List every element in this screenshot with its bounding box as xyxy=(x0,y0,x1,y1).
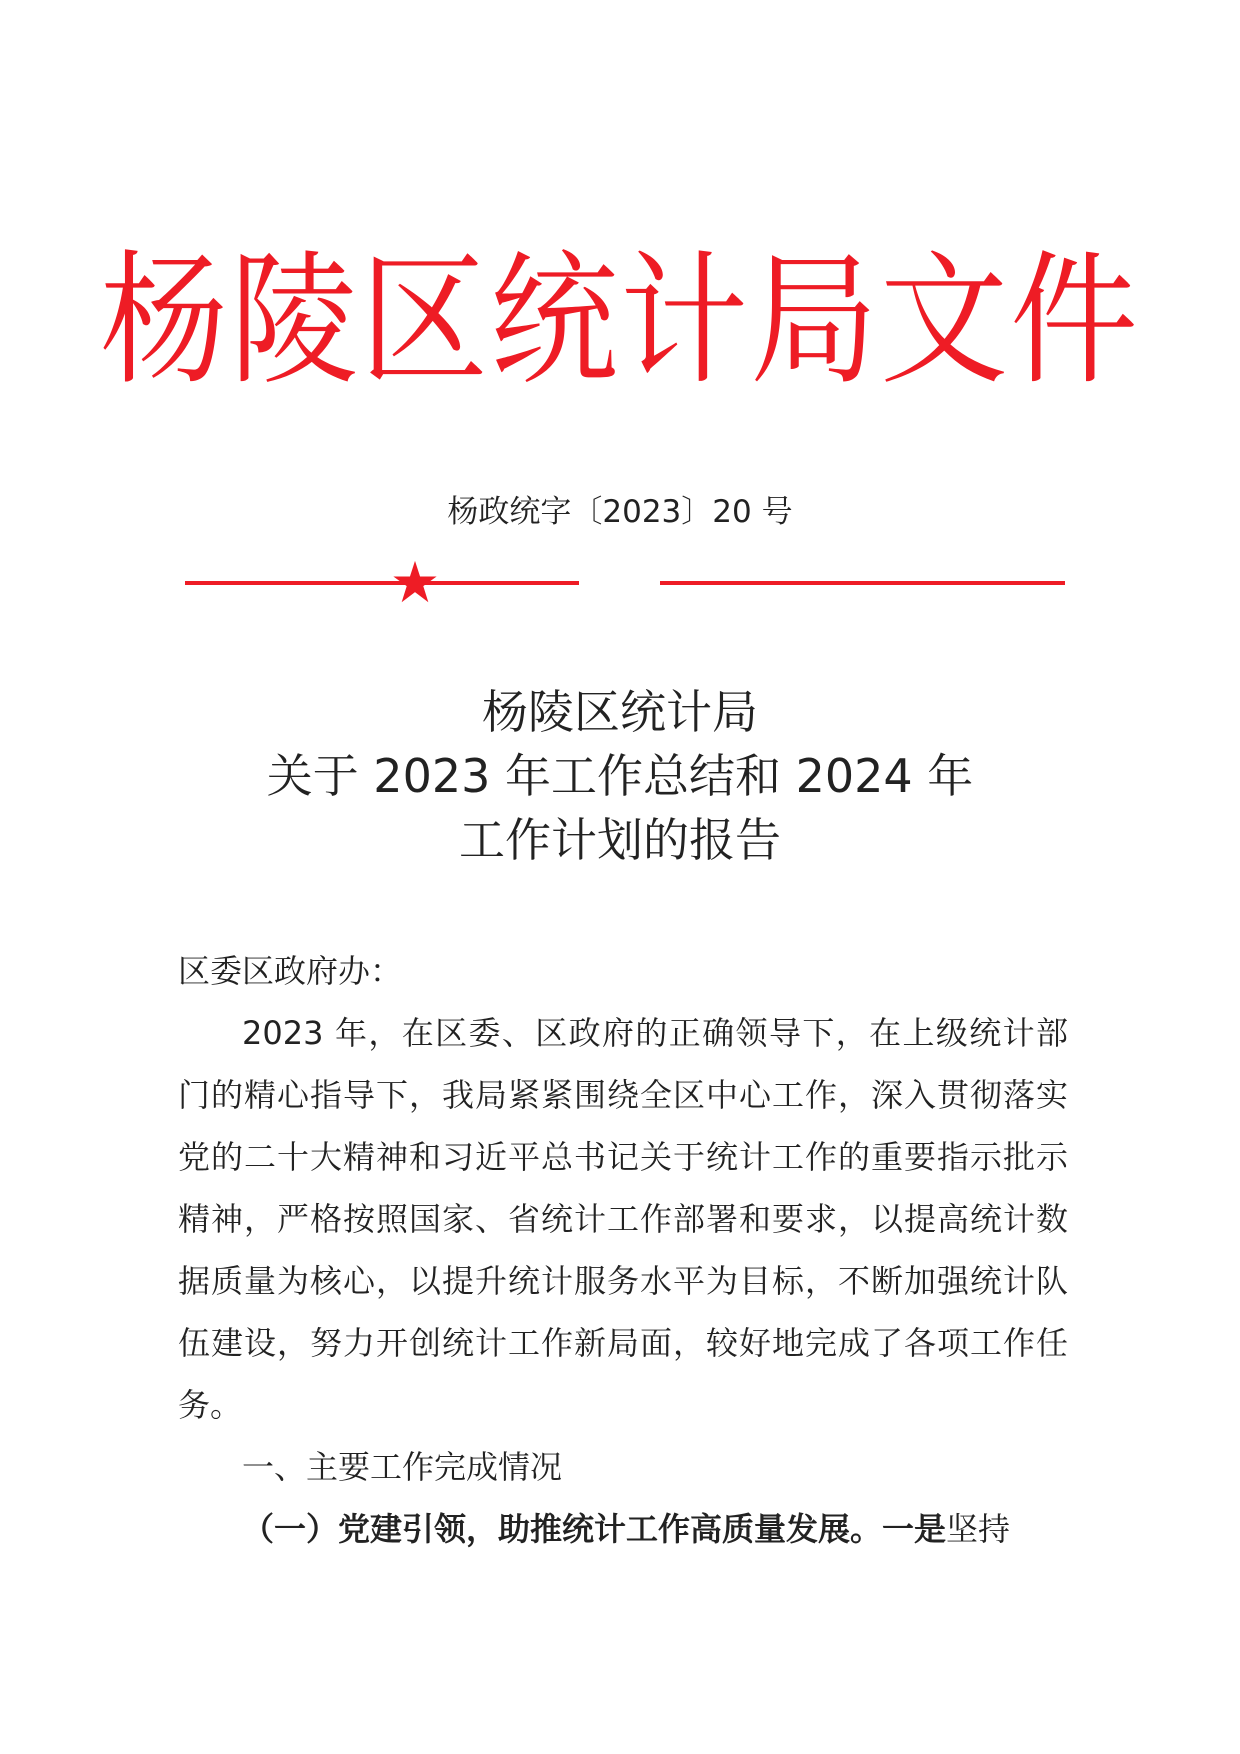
section-heading-1: 一、主要工作完成情况 xyxy=(242,1448,563,1486)
report-title-line-1: 杨陵区统计局 xyxy=(482,685,758,739)
subsection-heading-1 xyxy=(178,1498,1068,1560)
masthead-title: 杨陵区统计局文件 xyxy=(99,238,1140,405)
report-title-line-2: 关于 2023 年工作总结和 2024 年 xyxy=(266,749,974,803)
document-number: 杨政统字〔2023〕20 号 xyxy=(447,494,793,530)
report-title xyxy=(0,680,1240,872)
intro-paragraph: 2023 年，在区委、区政府的正确领导下，在上级统计部门的精心指导下，我局紧紧围绕全区中心工作，深入贯彻落实党的二十大精神和习近平总书记关于统计工作的重要指示批示精神，严格按照国家、省统计工作部署和要求，以提高统计数据质量为核心，以提升统计服务水平为目标，不断加强统计队伍建设，努力开创统计工作新局面，较好地完成了各项工作任务。 xyxy=(178,1014,1068,1424)
salutation: 区委区政府办： xyxy=(178,952,403,990)
subsection-heading-rest: 坚持 xyxy=(946,1510,1011,1548)
red-rule-right xyxy=(660,581,1065,585)
red-star-icon xyxy=(392,559,438,605)
document-body xyxy=(178,940,1068,1560)
report-title-line-3: 工作计划的报告 xyxy=(459,813,781,867)
subsection-heading-bold: （一）党建引领，助推统计工作高质量发展。一是 xyxy=(242,1510,947,1548)
red-rule-left xyxy=(185,581,579,585)
